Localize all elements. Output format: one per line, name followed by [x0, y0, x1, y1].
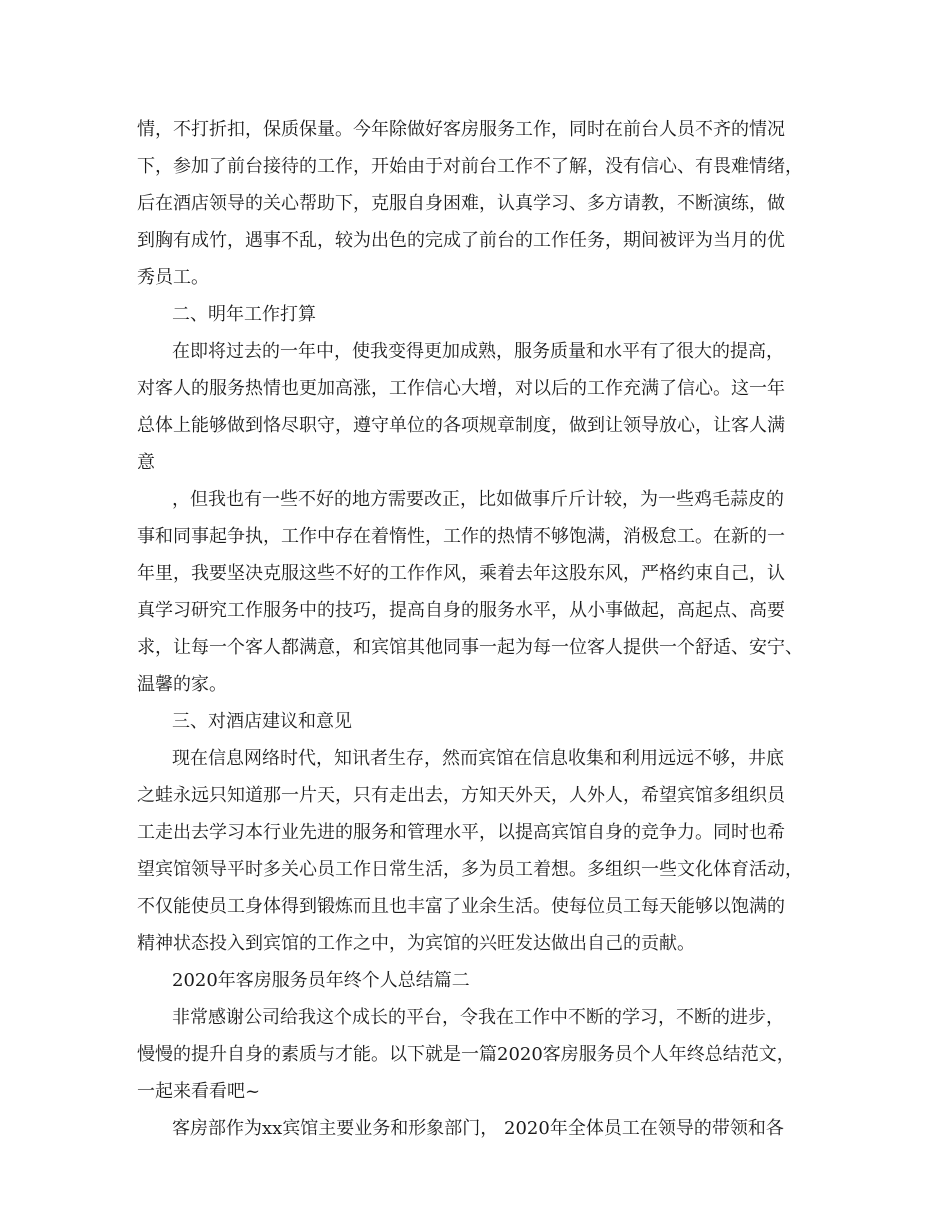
text-line: 意	[137, 452, 155, 473]
text-line: 后在酒店领导的关心帮助下，克服自身困难，认真学习、多方请教，不断演练，做	[137, 193, 785, 214]
text-line: 情，不打折扣，保质保量。今年除做好客房服务工作，同时在前台人员不齐的情况	[137, 119, 785, 140]
text-line: 望宾馆领导平时多关心员工作日常生活，多为员工着想。多组织一些文化体育活动，	[137, 859, 803, 880]
section-heading: 二、明年工作打算	[172, 304, 316, 325]
text-line: 慢慢的提升自身的素质与才能。以下就是一篇2020客房服务员个人年终总结范文，	[137, 1044, 795, 1065]
article-title: 2020年客房服务员年终个人总结篇二	[172, 970, 470, 991]
text-line: 秀员工。	[137, 267, 209, 288]
text-line: 事和同事起争执，工作中存在着惰性，工作的热情不够饱满，消极怠工。在新的一	[137, 526, 785, 547]
text-line: 精神状态投入到宾馆的工作之中，为宾馆的兴旺发达做出自己的贡献。	[137, 933, 695, 954]
text-line: 求，让每一个客人都满意，和宾馆其他同事一起为每一位客人提供一个舒适、安宁、	[137, 637, 803, 658]
text-line: 不仅能使员工身体得到锻炼而且也丰富了业余生活。使每位员工每天能够以饱满的	[137, 896, 785, 917]
section-heading: 三、对酒店建议和意见	[172, 711, 352, 732]
text-line: 非常感谢公司给我这个成长的平台，令我在工作中不断的学习，不断的进步，	[172, 1007, 784, 1028]
text-line: 真学习研究工作服务中的技巧，提高自身的服务水平，从小事做起，高起点、高要	[137, 600, 785, 621]
text-line: 一起来看看吧~	[137, 1081, 261, 1102]
text-line: 客房部作为xx宾馆主要业务和形象部门， 2020年全体员工在领导的带领和各	[172, 1118, 784, 1139]
text-line: 下，参加了前台接待的工作，开始由于对前台工作不了解，没有信心、有畏难情绪，	[137, 156, 803, 177]
text-line: 现在信息网络时代，知讯者生存，然而宾馆在信息收集和利用远远不够，井底	[172, 748, 784, 769]
text-line: ，但我也有一些不好的地方需要改正，比如做事斤斤计较，为一些鸡毛蒜皮的	[172, 489, 784, 510]
text-line: 之蛙永远只知道那一片天，只有走出去，方知天外天，人外人，希望宾馆多组织员	[137, 785, 785, 806]
text-line: 在即将过去的一年中，使我变得更加成熟，服务质量和水平有了很大的提高，	[172, 341, 784, 362]
text-line: 工走出去学习本行业先进的服务和管理水平，以提高宾馆自身的竞争力。同时也希	[137, 822, 785, 843]
text-line: 温馨的家。	[137, 674, 227, 695]
text-line: 到胸有成竹，遇事不乱，较为出色的完成了前台的工作任务，期间被评为当月的优	[137, 230, 785, 251]
text-line: 年里，我要坚决克服这些不好的工作作风，乘着去年这股东风，严格约束自己，认	[137, 563, 785, 584]
text-line: 对客人的服务热情也更加高涨，工作信心大增，对以后的工作充满了信心。这一年	[137, 378, 785, 399]
text-line: 总体上能够做到恪尽职守，遵守单位的各项规章制度，做到让领导放心，让客人满	[137, 415, 785, 436]
